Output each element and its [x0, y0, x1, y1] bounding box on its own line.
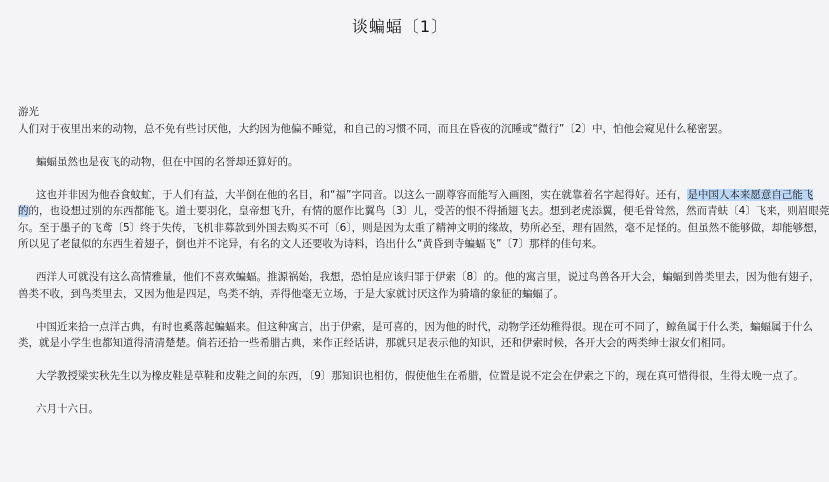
paragraph-line: 类，就是小学生也都知道得清清楚楚。倘若还拾一些希腊古典，来作正经话讲，那就只足表示他的知识，还和伊索时候，各开大会的两类绅士淑女们相同。	[18, 337, 732, 349]
paragraph-1	[18, 121, 782, 138]
paragraph-line	[18, 401, 782, 418]
paragraph-line-text: 中国近来拾一点洋古典，有时也奚落起蝙蝠来。但这种寓言，出于伊索，是可喜的，因为他的时代，动物学还幼稚得很。现在可不同了，鲸鱼属于什么类，蝙蝠属于什么	[36, 320, 813, 333]
selected-text-continuation: 的	[18, 205, 29, 217]
paragraph-5	[18, 319, 813, 352]
paragraph-line-text: 这也并非因为他吞食蚊虻，于人们有益，大半倒在他的名目，和“福”字同音。以这么一副尊容而能写入画图，实在就靠着名字起得好。还有，	[36, 188, 688, 201]
paragraph-line: 人们对于夜里出来的动物，总不免有些讨厌他，大约因为他偏不睡觉，和自己的习惯不同，而且在昏夜的沉睡或“微行”〔2〕中，怕他会窥见什么秘密罢。	[18, 122, 729, 135]
paragraph-line	[18, 368, 804, 385]
selected-text: 是中国人本来愿意自己能飞	[687, 188, 814, 201]
paragraph-line	[18, 187, 814, 204]
document-title: 谈蝙蝠〔1〕	[351, 17, 449, 36]
paragraph-line	[18, 203, 829, 220]
paragraph-line	[18, 319, 813, 336]
paragraph-line-text: 大学教授梁实秋先生以为橡皮鞋是草鞋和皮鞋之间的东西，〔9〕那知识也相仿，假使他生在希腊，位置是说不定会在伊索之下的，现在真可惜得很，生得太晚一点了。	[36, 370, 804, 382]
paragraph-3	[18, 187, 829, 253]
paragraph-6	[18, 368, 804, 385]
paragraph-line-text: 蝙蝠虽然也是夜飞的动物，但在中国的名誉却还算好的。	[36, 155, 299, 168]
paragraph-line	[18, 269, 820, 286]
paragraph-7	[18, 401, 782, 418]
paragraph-4	[18, 269, 820, 302]
paragraph-line: 尔。至于墨子的飞鸢〔5〕终于失传，飞机非募款到外国去购买不可〔6〕，则是因为太重了精神文明的缘故，势所必至，理有固然，毫不足怪的。但虽然不能够做，却能够想，	[18, 221, 825, 234]
paragraph-line-text: 六月十六日。	[36, 403, 99, 415]
paragraph-2	[18, 154, 782, 171]
paragraph-line: 所以见了老鼠似的东西生着翅子，倒也并不诧异，有名的文人还要收为诗料，诌出什么“黄昏到寺蝙蝠飞”〔7〕那样的佳句来。	[18, 238, 603, 250]
paragraph-line-text: 的，也设想过别的东西都能飞。道士要羽化，皇帝想飞升，有情的愿作比翼鸟〔3〕儿，受苦的恨不得插翅飞去。想到老虎添翼，便毛骨耸然，然而青蚨〔4〕飞来，则眉眼莞	[28, 205, 829, 217]
paragraph-line-text: 西洋人可就没有这么高情雅量，他们不喜欢蝙蝠。推源祸始，我想，恐怕是应该归罪于伊索〔8〕的。他的寓言里，说过鸟兽各开大会，蝙蝠到兽类里去，因为他有翅子，	[36, 271, 820, 283]
paragraph-line	[18, 154, 782, 171]
author-line: 游光	[18, 106, 39, 118]
document-body	[18, 104, 829, 434]
paragraph-line: 兽类不收，到鸟类里去，又因为他是四足，鸟类不纳，弄得他毫无立场，于是大家就讨厌这作为骑墙的象征的蝙蝠了。	[18, 287, 564, 300]
